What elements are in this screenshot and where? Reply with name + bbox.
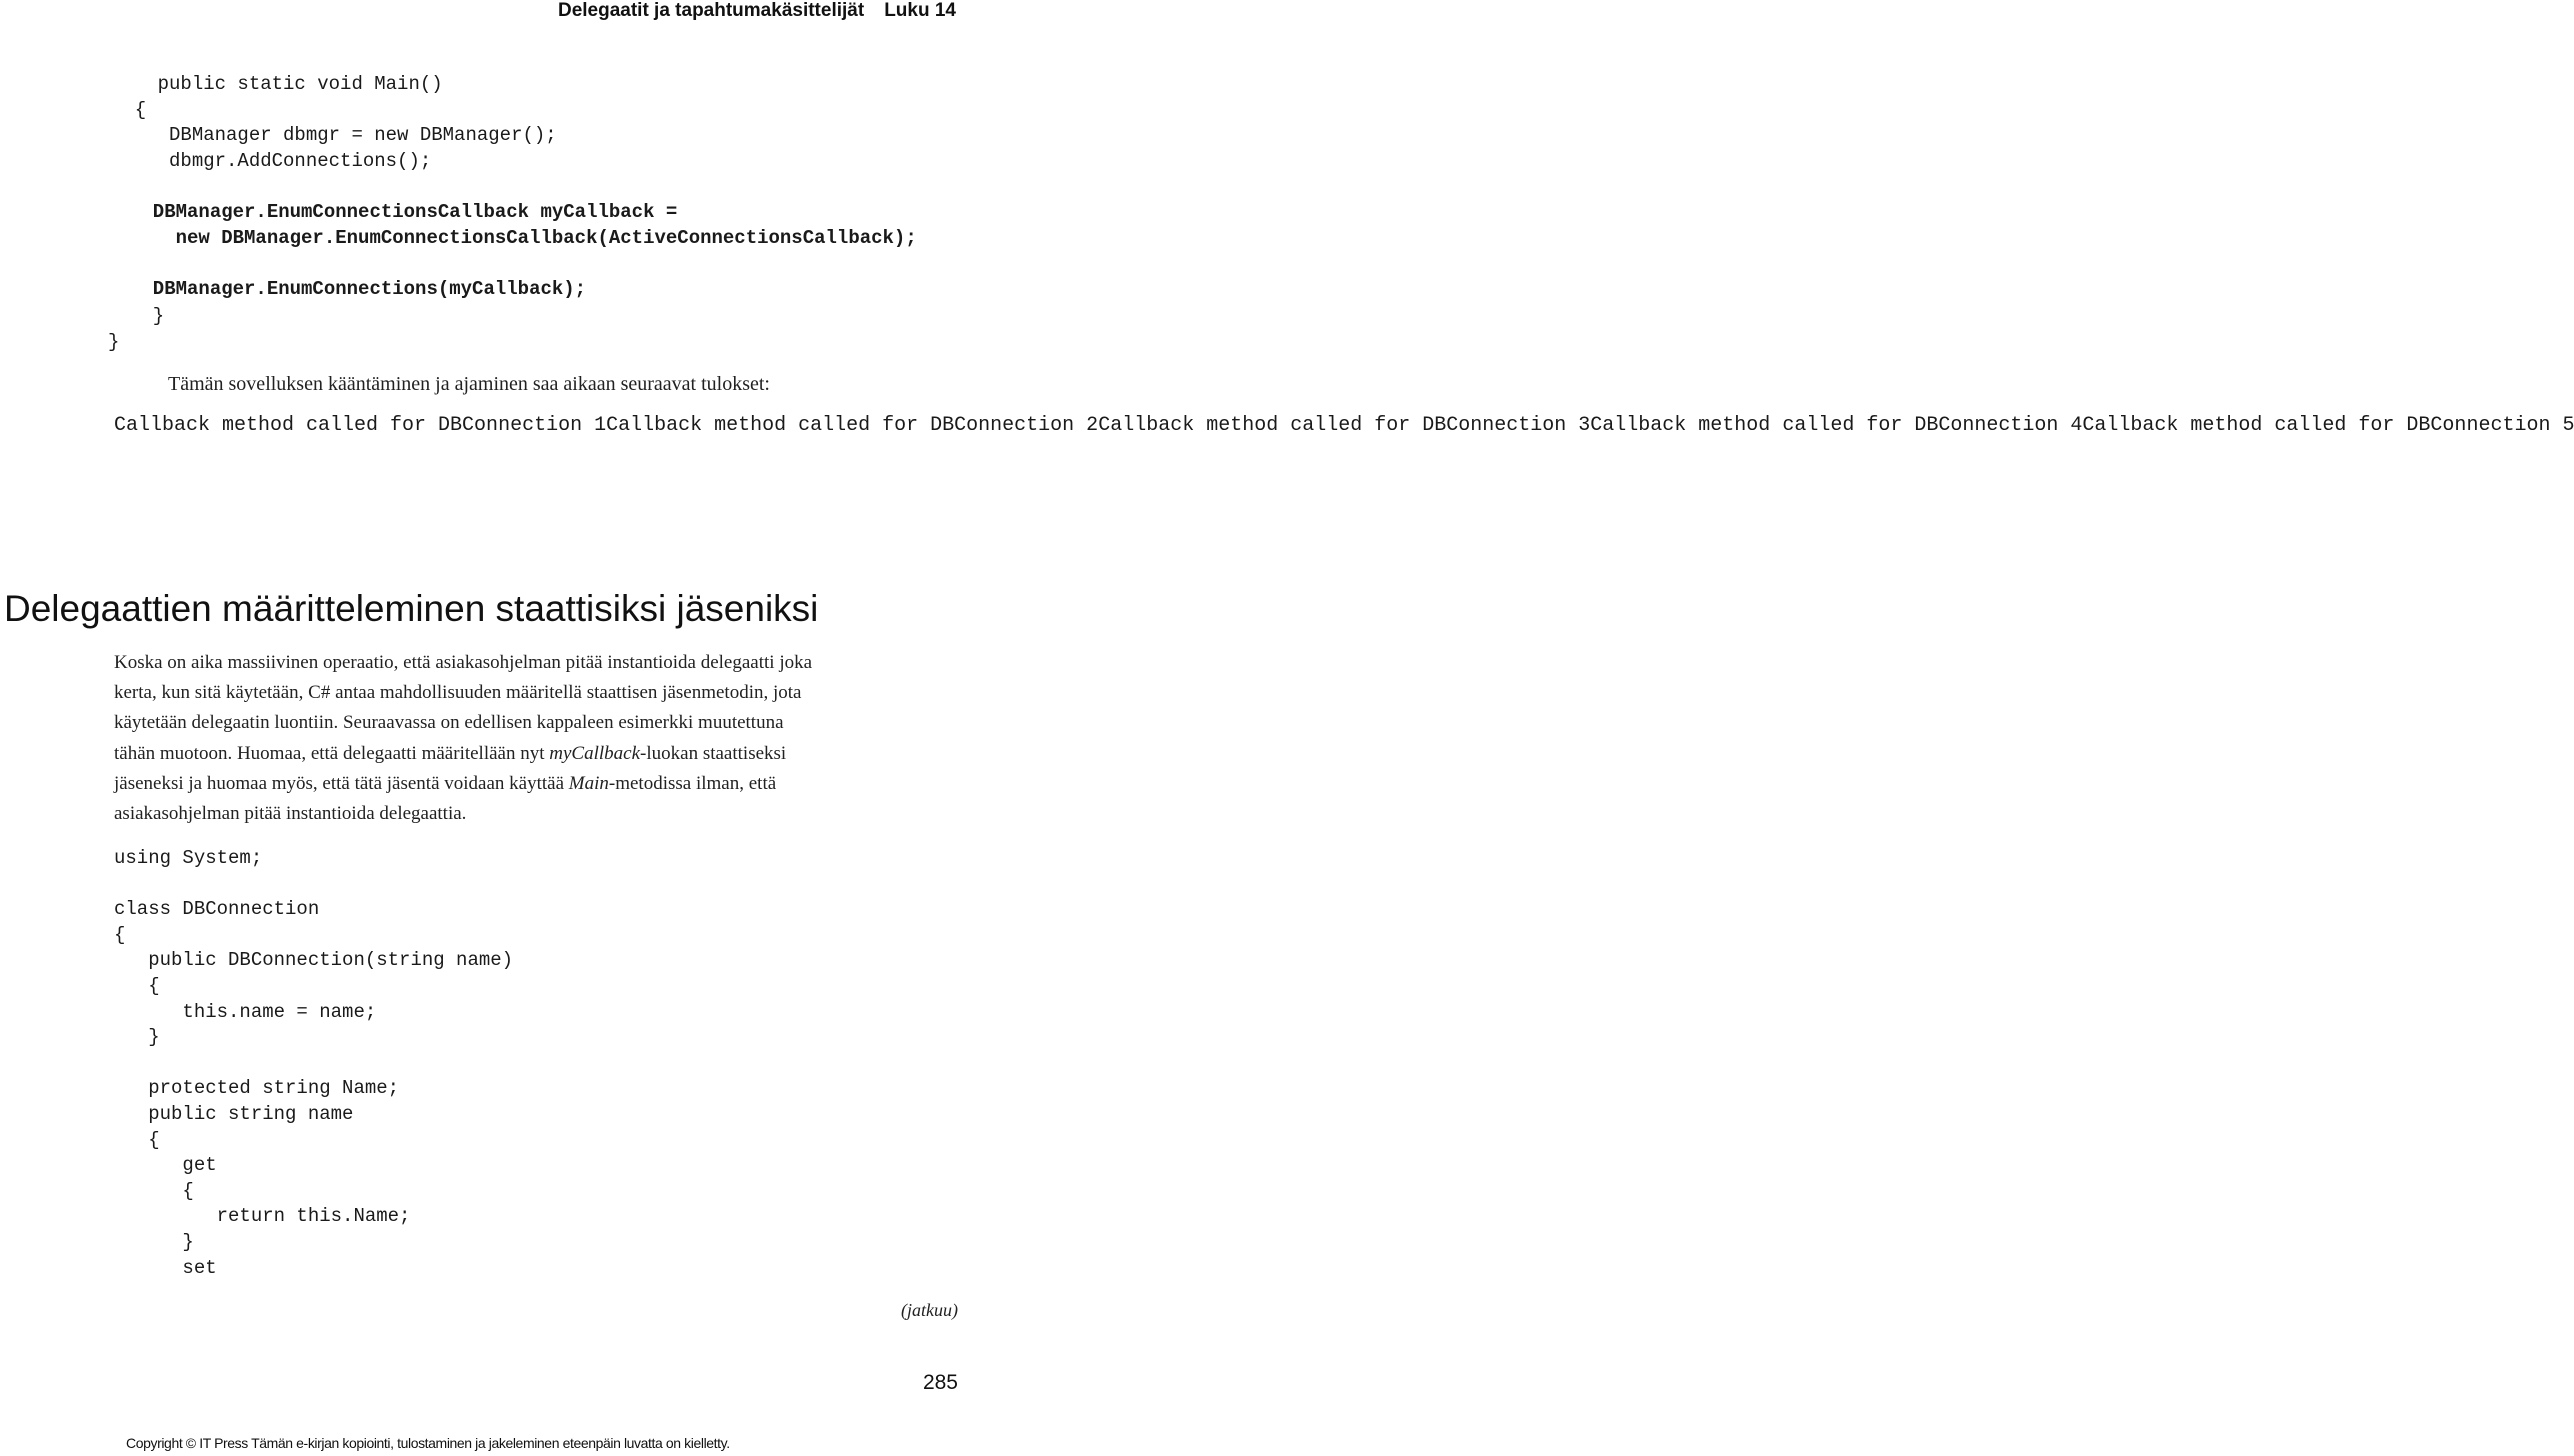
code-line: using System; (114, 847, 263, 869)
code-line: } (108, 330, 120, 353)
running-header-chapter: Luku 14 (884, 0, 956, 21)
paragraph-line: käytetään delegaatin luontiin. Seuraavassa on edellisen kappaleen esimerkki muutettuna (114, 712, 784, 734)
code-line: DBManager.EnumConnectionsCallback myCallback = (130, 201, 678, 223)
code-line: set (114, 1256, 217, 1279)
code-block-closing-braces (108, 304, 165, 355)
emphasis-mycallback: myCallback (549, 742, 641, 764)
code-line: { (114, 923, 126, 946)
emphasis-main: Main (568, 772, 609, 794)
paragraph-text: tähän muotoon. Huomaa, että delegaatti määritellään nyt (114, 742, 550, 764)
code-line: get (114, 1154, 217, 1177)
code-line: new DBManager.EnumConnectionsCallback(ActiveConnectionsCallback); (130, 226, 917, 249)
code-line (114, 872, 513, 898)
code-line: public DBConnection(string name) (114, 949, 514, 972)
paragraph-text: -luokan staattiseksi (640, 742, 787, 764)
paragraph-text: -metodissa ilman, että (608, 772, 777, 794)
code-line: { (114, 1128, 160, 1151)
code-line: DBManager.EnumConnections(myCallback); (130, 277, 587, 300)
code-line (130, 251, 917, 277)
code-line (114, 1051, 513, 1077)
code-line: this.name = name; (114, 1000, 377, 1023)
code-line: { (112, 98, 147, 121)
output-line: Callback method called for DBConnection 5 (2082, 414, 2574, 437)
code-block-dbconnection (114, 846, 513, 1281)
running-header-title: Delegaatit ja tapahtumakäsittelijät (557, 0, 865, 21)
program-output (114, 413, 2574, 439)
continued-label: (jatkuu) (901, 1300, 958, 1320)
code-line: protected string Name; (114, 1077, 400, 1100)
paragraph-line (114, 769, 960, 799)
body-paragraph (114, 648, 960, 829)
paragraph-line (114, 739, 960, 769)
code-line: class DBConnection (114, 898, 320, 921)
code-line: { (114, 1179, 194, 1202)
code-block-callback-usage (130, 200, 917, 302)
code-line: public static void Main() (112, 73, 443, 95)
paragraph-line: asiakasohjelman pitää instantioida delegaattia. (114, 803, 467, 825)
code-line: dbmgr.AddConnections(); (112, 149, 432, 172)
copyright-footer: Copyright © IT Press Tämän e-kirjan kopiointi, tulostaminen ja jakeleminen eteenpäin luvatta on kielletty. (126, 1435, 730, 1451)
code-line: DBManager dbmgr = new DBManager(); (112, 124, 557, 147)
paragraph-line: kerta, kun sitä käytetään, C# antaa mahdollisuuden määritellä staattisen jäsenmetodin, jota (114, 682, 802, 704)
paragraph-text: jäseneksi ja huomaa myös, että tätä jäsentä voidaan käyttää (114, 772, 569, 794)
output-line: Callback method called for DBConnection 4 (1590, 414, 2083, 437)
code-line: { (114, 974, 160, 997)
paragraph-line: Koska on aika massiivinen operaatio, että asiakasohjelman pitää instantioida delegaatti joka (114, 652, 813, 673)
code-line: return this.Name; (114, 1205, 411, 1228)
running-header (558, 0, 956, 22)
output-line: Callback method called for DBConnection 2 (606, 414, 1099, 437)
code-line: } (114, 1230, 194, 1253)
code-line: } (114, 1026, 160, 1049)
code-line: public string name (114, 1102, 354, 1125)
code-line: } (130, 305, 165, 327)
output-line: Callback method called for DBConnection 3 (1098, 414, 1591, 437)
code-block-main-method (112, 72, 557, 174)
page-number: 285 (922, 1371, 958, 1394)
section-title: Delegaattien määritteleminen staattisiksi jäseniksi (4, 588, 819, 629)
output-line: Callback method called for DBConnection 1 (114, 414, 607, 437)
output-intro-text: Tämän sovelluksen kääntäminen ja ajaminen saa aikaan seuraavat tulokset: (168, 373, 770, 395)
